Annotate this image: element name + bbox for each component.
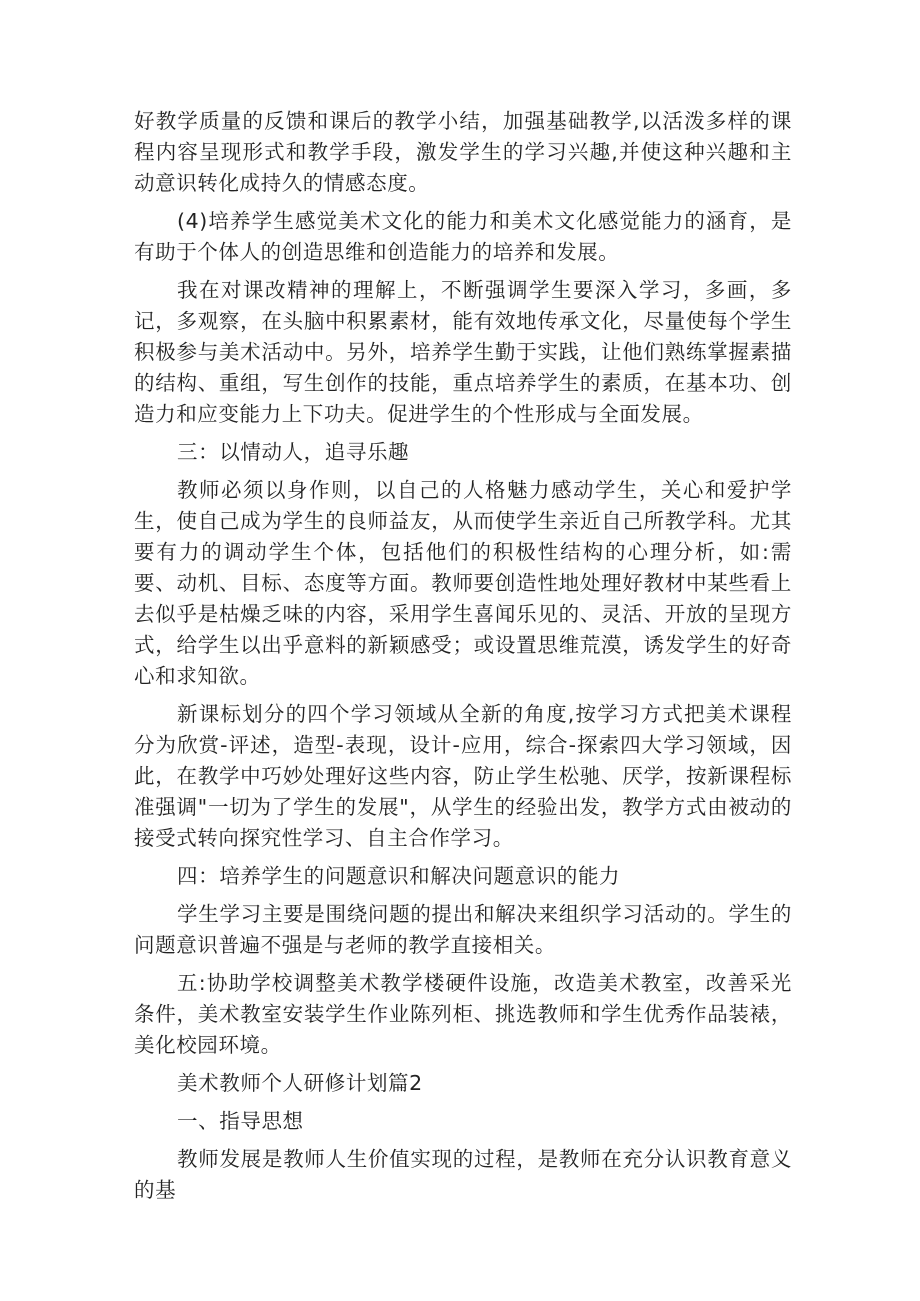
paragraph-section-five: 五:协助学校调整美术教学楼硬件设施，改造美术教室，改善采光条件，美术教室安装学生作业陈列柜、挑选教师和学生优秀作品装裱，美化校园环境。 bbox=[134, 971, 792, 1057]
paragraph-teacher-example: 教师必须以身作则，以自己的人格魅力感动学生，关心和爱护学生，使自己成为学生的良师益友，从而使学生亲近自己所教学科。尤其要有力的调动学生个体，包括他们的积极性结构的心理分析，如:需要、动机、目标、态度等方面。教师要创造性地处理好教材中某些看上去似乎是枯燥乏味的内容，采用学生喜闻乐见的、灵活、开放的呈现方式，给学生以出乎意料的新颖感受；或设置思维荒漠，诱发学生的好奇心和求知欲。 bbox=[134, 478, 792, 688]
section-heading-four: 四：培养学生的问题意识和解决问题意识的能力 bbox=[177, 864, 621, 888]
paragraph-four-learning-domains: 新课标划分的四个学习领域从全新的角度,按学习方式把美术课程分为欣赏-评述，造型-表现，设计-应用，综合-探索四大学习领域，因此，在教学中巧妙处理好这些内容，防止学生松驰、厌学，按新课程标准强调"一切为了学生的发展"，从学生的经验出发，教学方式由被动的接受式转向探究性学习、自主合作学习。 bbox=[134, 702, 792, 850]
section-heading-guiding-ideology: 一、指导思想 bbox=[177, 1109, 304, 1133]
paragraph-problem-awareness: 学生学习主要是围绕问题的提出和解决来组织学习活动的。学生的问题意识普遍不强是与老师的教学直接相关。 bbox=[134, 902, 792, 957]
paragraph-point-4: (4)培养学生感觉美术文化的能力和美术文化感觉能力的涵育，是有助于个体人的创造思维和创造能力的培养和发展。 bbox=[134, 209, 792, 264]
paragraph-teaching-quality-continued: 好教学质量的反馈和课后的教学小结，加强基础教学,以活泼多样的课程内容呈现形式和教学手段，激发学生的学习兴趣,并使这种兴趣和主动意识转化成持久的情感态度。 bbox=[134, 109, 792, 195]
paragraph-curriculum-reform: 我在对课改精神的理解上，不断强调学生要深入学习，多画，多记，多观察，在头脑中积累素材，能有效地传承文化，尽量使每个学生积极参与美术活动中。另外，培养学生勤于实践，让他们熟练掌握素描的结构、重组，写生创作的技能，重点培养学生的素质，在基本功、创造力和应变能力上下功夫。促进学生的个性形成与全面发展。 bbox=[134, 278, 792, 426]
section-heading-three: 三：以情动人，追寻乐趣 bbox=[177, 440, 410, 464]
paragraph-teacher-development: 教师发展是教师人生价值实现的过程，是教师在充分认识教育意义的基 bbox=[134, 1147, 792, 1202]
article-title-part-2: 美术教师个人研修计划篇2 bbox=[177, 1071, 423, 1095]
document-body bbox=[134, 106, 792, 1213]
